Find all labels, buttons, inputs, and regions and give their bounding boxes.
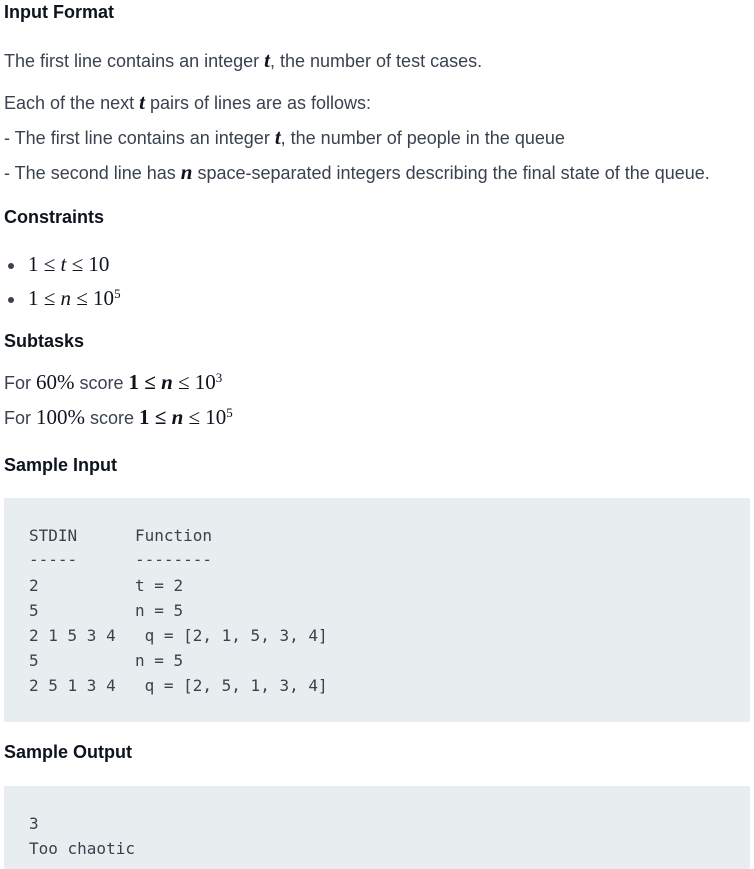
subtask-100: For 100% score $1 \le n \le 10^5$ — [4, 405, 233, 429]
math-var: t — [274, 125, 281, 149]
code-line: 5 n = 5 — [29, 651, 184, 670]
subtasks-heading: Subtasks — [4, 331, 85, 351]
math-var: t — [139, 90, 145, 114]
input-line-queue: - The second line has n space-separated integers describing the final state of the queue. — [4, 160, 710, 184]
input-line-people: - The first line contains an integer t, the number of people in the queue — [4, 125, 565, 149]
code-line: STDIN Function — [29, 526, 213, 545]
code-line: 5 n = 5 — [29, 601, 184, 620]
bullet-icon — [8, 263, 14, 269]
code-line: 2 1 5 3 4 q = [2, 1, 5, 3, 4] — [29, 626, 328, 645]
code-line: 3 — [29, 814, 39, 833]
math-var: n — [180, 160, 193, 184]
sample-output-heading: Sample Output — [4, 742, 133, 762]
constraints-heading: Constraints — [4, 207, 105, 227]
constraint-n: $1 \le n \le 10^5$ — [28, 286, 121, 310]
input-format-heading: Input Format — [4, 2, 114, 22]
sample-output-code-block — [4, 786, 750, 869]
math-var: t — [264, 48, 270, 72]
input-line-pairs: Each of the next t pairs of lines are as follows: — [4, 90, 372, 114]
sample-input-heading: Sample Input — [4, 455, 118, 475]
sample-input-code-block — [4, 498, 750, 722]
input-line-test-cases: The first line contains an integer t, the number of test cases. — [4, 48, 483, 72]
code-line: ----- -------- — [29, 550, 213, 569]
constraint-t: 1 ≤ t ≤ 10 — [28, 252, 110, 276]
subtask-60: For 60% score $1 \le n \le 10^3$ — [4, 370, 223, 394]
code-line: 2 t = 2 — [29, 576, 184, 595]
bullet-icon — [8, 297, 14, 303]
code-line: Too chaotic — [29, 839, 135, 858]
code-line: 2 5 1 3 4 q = [2, 5, 1, 3, 4] — [29, 676, 328, 695]
